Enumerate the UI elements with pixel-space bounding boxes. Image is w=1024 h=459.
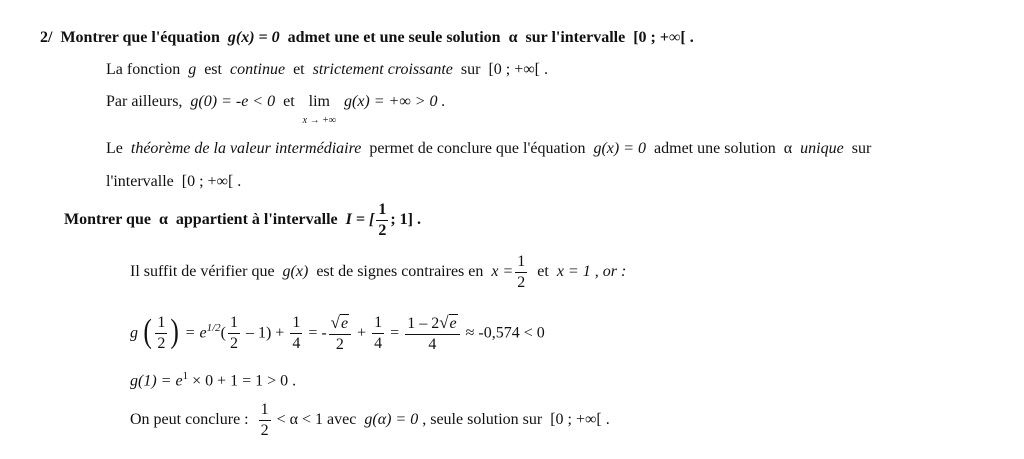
text: Par ailleurs, xyxy=(106,93,183,110)
line-g-half xyxy=(130,310,545,353)
line-conclusion xyxy=(130,402,610,439)
text: ; 1] . xyxy=(390,211,421,229)
equals: = xyxy=(390,324,400,342)
numerator xyxy=(405,314,459,335)
question-number: 2/ xyxy=(40,29,53,46)
computation: × 0 + 1 = 1 > 0 . xyxy=(192,372,297,390)
text: et xyxy=(283,93,295,110)
text: sur xyxy=(851,140,872,157)
text: est de signes contraires en xyxy=(316,263,484,281)
numerator: 1 xyxy=(228,315,240,334)
increasing-term: strictement croissante xyxy=(312,61,453,78)
heading-text-mid: admet une et une seule solution xyxy=(287,29,501,46)
interval: [0 ; +∞[ . xyxy=(550,411,610,429)
limit-operator xyxy=(303,92,336,126)
text: et xyxy=(537,263,549,281)
line-sign-check xyxy=(130,254,626,291)
function-name: g xyxy=(130,324,138,342)
heading-text-post: sur l'intervalle xyxy=(525,29,626,46)
exponent: 1 xyxy=(182,370,189,382)
alpha-symbol: α xyxy=(783,140,793,157)
numerator xyxy=(329,314,351,335)
fraction-sqrt-e-half xyxy=(329,314,351,353)
fraction-half xyxy=(515,254,527,291)
denominator: 4 xyxy=(292,335,301,353)
numerator: 1 xyxy=(290,315,302,334)
interval: [0 ; +∞[ . xyxy=(488,61,548,78)
inequality: < α < 1 avec xyxy=(276,411,357,429)
numerator: 1 xyxy=(259,402,271,421)
numerator: 1 xyxy=(372,315,384,334)
text: permet de conclure que l'équation xyxy=(369,140,586,157)
numerator: 1 xyxy=(155,315,167,334)
heading-text: Montrer que l'équation xyxy=(60,29,220,46)
theorem-name: théorème de la valeur intermédiaire xyxy=(130,140,362,157)
minus-one: – 1) + xyxy=(245,324,285,342)
g-of-zero: g(0) = -e < 0 xyxy=(190,93,276,110)
fraction-half xyxy=(155,315,167,352)
line-g-one xyxy=(130,366,296,391)
numerator: 1 xyxy=(376,202,388,221)
interval-label: I = [ xyxy=(345,211,375,229)
text: La fonction xyxy=(106,61,181,78)
continuous-term: continue xyxy=(229,61,286,78)
unique-term: unique xyxy=(800,140,844,157)
text: sur xyxy=(460,61,481,78)
line-interval xyxy=(106,172,241,192)
fraction-quarter xyxy=(290,315,302,352)
exponent: 1/2 xyxy=(206,322,221,334)
fraction-half xyxy=(376,202,388,239)
denominator: 2 xyxy=(378,222,387,239)
approximation: ≈ -0,574 < 0 xyxy=(465,324,545,342)
denominator: 4 xyxy=(428,336,437,354)
lim-text: lim xyxy=(308,93,330,110)
alpha-symbol: α xyxy=(508,29,518,46)
x-equals: x = xyxy=(491,263,514,281)
limit-value: g(x) = +∞ > 0 . xyxy=(343,93,446,110)
left-paren: ( xyxy=(143,312,152,350)
sqrt-symbol: √ xyxy=(439,313,449,333)
denominator: 2 xyxy=(335,336,344,354)
text: Il suffit de vérifier que xyxy=(130,263,275,281)
text: admet une solution xyxy=(654,140,776,157)
fraction-result xyxy=(405,314,459,353)
lim-subscript: x → +∞ xyxy=(302,115,336,126)
text: Le xyxy=(106,140,123,157)
function-name: g xyxy=(188,61,197,78)
denominator: 4 xyxy=(374,335,383,353)
line-ivt xyxy=(106,139,871,159)
heading-equation: g(x) = 0 xyxy=(227,29,280,46)
denominator: 2 xyxy=(517,274,526,291)
text: On peut conclure : xyxy=(130,411,249,429)
denominator: 2 xyxy=(260,422,269,439)
plus: + xyxy=(357,324,367,342)
paren-open: ( xyxy=(220,324,226,342)
radicand: e xyxy=(341,315,349,333)
x-equals-one: x = 1 , or : xyxy=(556,263,627,281)
fraction-quarter xyxy=(372,315,384,352)
text: , seule solution sur xyxy=(422,411,543,429)
sub-heading xyxy=(64,202,421,239)
equation: g(x) = 0 xyxy=(593,140,647,157)
text: est xyxy=(204,61,222,78)
numerator: 1 xyxy=(515,254,527,273)
text: appartient à l'intervalle xyxy=(175,211,338,229)
numerator-prefix: 1 – 2 xyxy=(407,315,440,333)
alpha-symbol: α xyxy=(158,211,168,229)
text: l'intervalle xyxy=(106,173,174,190)
question-2-heading xyxy=(40,28,694,48)
text: et xyxy=(293,61,305,78)
g-of-one: g(1) = e xyxy=(130,372,183,390)
fraction-half xyxy=(228,315,240,352)
sqrt-symbol: √ xyxy=(330,313,341,333)
g-of-x: g(x) xyxy=(282,263,309,281)
text: Montrer que xyxy=(64,211,151,229)
g-of-alpha: g(α) = 0 xyxy=(364,411,419,429)
equals-minus: = - xyxy=(308,324,327,342)
denominator: 2 xyxy=(157,335,166,353)
interval: [0 ; +∞[ . xyxy=(181,173,242,190)
fraction-half xyxy=(259,402,271,439)
heading-interval: [0 ; +∞[ . xyxy=(633,29,694,46)
radicand: e xyxy=(449,315,457,333)
line-continuity xyxy=(106,60,548,80)
equals-e: = e xyxy=(184,324,207,342)
line-limits xyxy=(106,92,446,126)
right-paren: ) xyxy=(170,312,180,350)
denominator: 2 xyxy=(229,335,238,353)
